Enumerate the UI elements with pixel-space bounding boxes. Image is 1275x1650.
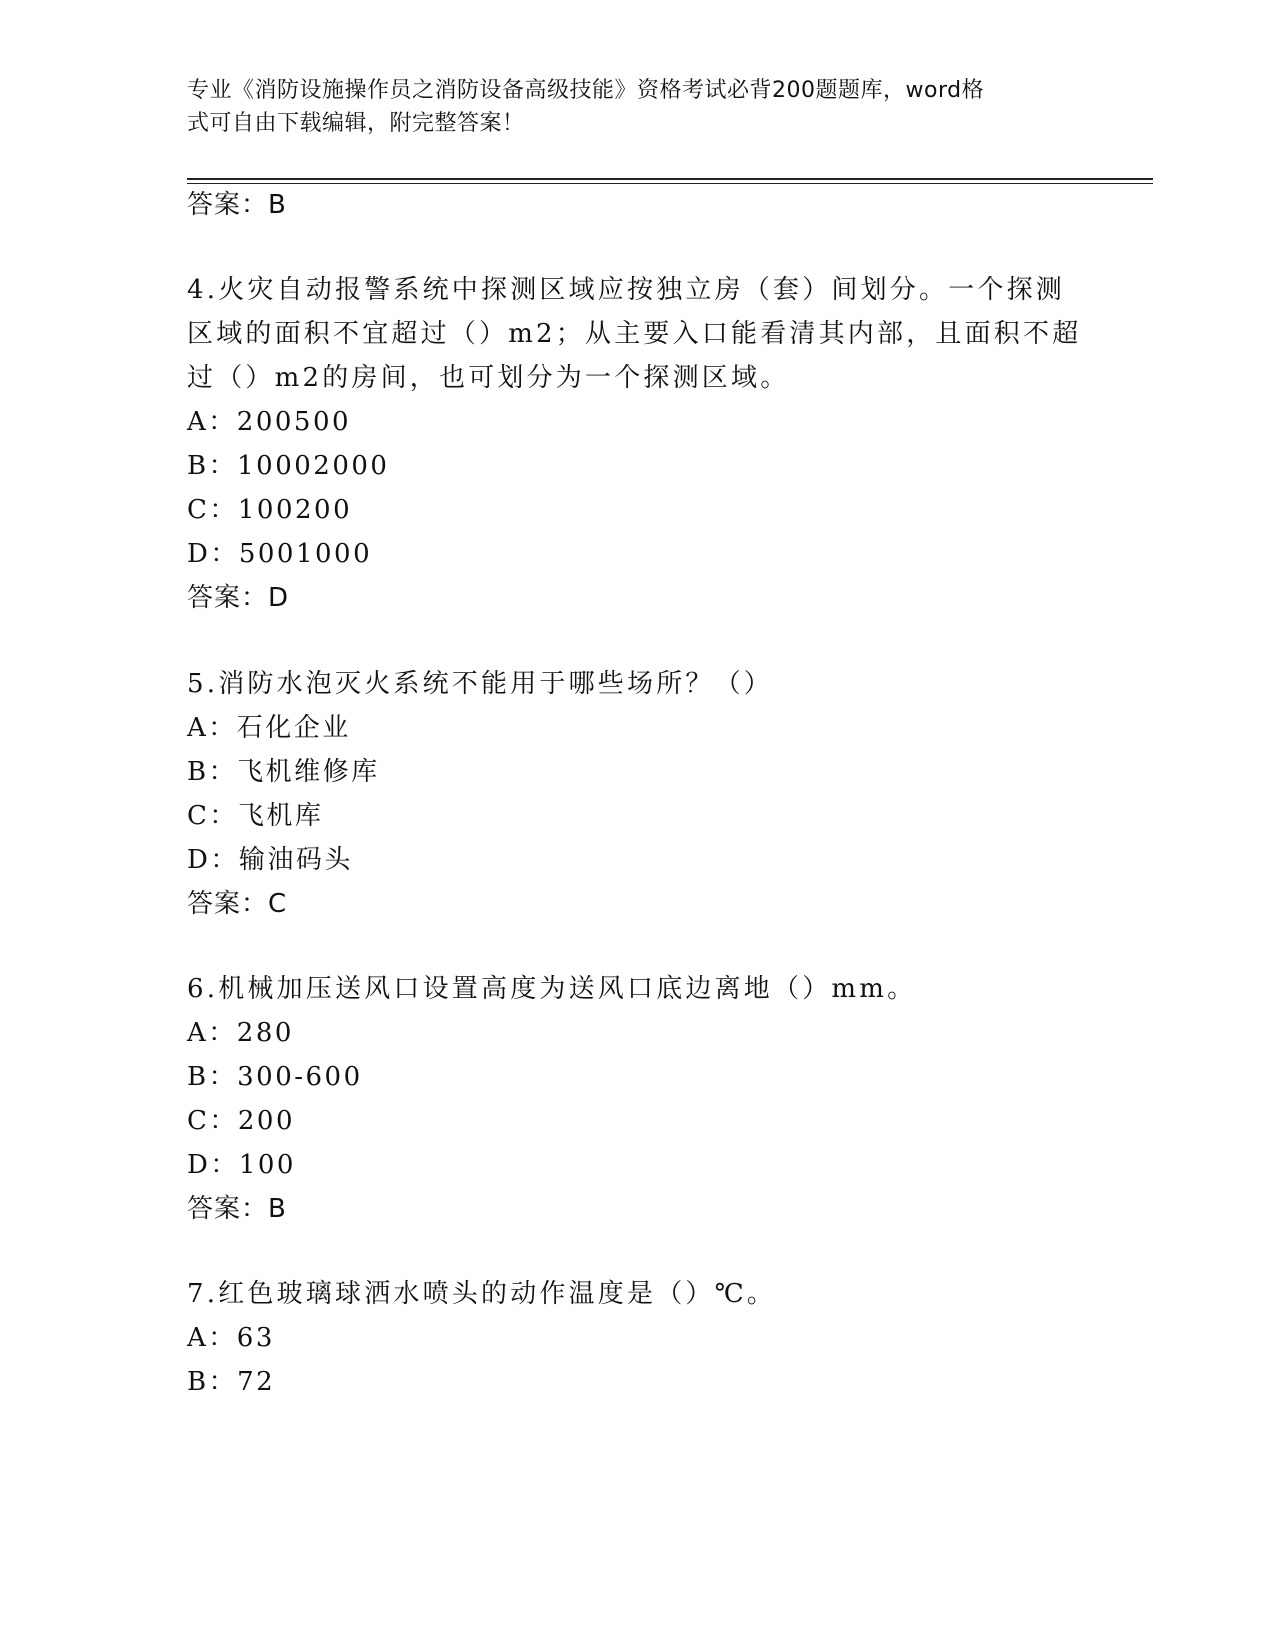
question-4-option-b: B：10002000 [187, 451, 390, 481]
question-5-line-1: 5.消防水泡灭火系统不能用于哪些场所？（） [187, 669, 774, 699]
question-6-option-b: B：300-600 [187, 1062, 363, 1092]
question-5-option-b: B：飞机维修库 [187, 757, 380, 787]
question-4-option-a: A：200500 [187, 407, 352, 437]
question-5-option-d: D：输油码头 [187, 845, 353, 875]
question-4-line-2: 区域的面积不宜超过（）m2；从主要入口能看清其内部，且面积不超 [187, 319, 1082, 349]
question-5-answer: 答案：C [187, 889, 288, 919]
question-4-answer: 答案：D [187, 583, 290, 613]
question-5-option-a: A：石化企业 [187, 713, 351, 743]
question-4-option-c: C：100200 [187, 495, 353, 525]
question-5-option-c: C：飞机库 [187, 801, 324, 831]
document-header [187, 74, 1067, 140]
question-6-answer: 答案：B [187, 1194, 287, 1224]
question-4-option-d: D：5001000 [187, 539, 373, 569]
question-6-option-c: C：200 [187, 1106, 296, 1136]
header-line-1: 专业《消防设施操作员之消防设备高级技能》资格考试必背200题题库，word格 [187, 78, 985, 103]
question-7-line-1: 7.红色玻璃球洒水喷头的动作温度是（）℃。 [187, 1279, 777, 1309]
header-divider [187, 178, 1153, 180]
header-line-2: 式可自由下载编辑，附完整答案！ [187, 111, 525, 136]
question-6-option-a: A：280 [187, 1018, 294, 1048]
question-4-line-3: 过（）m2的房间，也可划分为一个探测区域。 [187, 363, 790, 393]
question-4-line-1: 4.火灾自动报警系统中探测区域应按独立房（套）间划分。一个探测 [187, 275, 1066, 305]
question-6-option-d: D：100 [187, 1150, 296, 1180]
header-divider-thin [187, 183, 1153, 184]
question-7-option-b: B：72 [187, 1367, 276, 1397]
question-6-line-1: 6.机械加压送风口设置高度为送风口底边离地（）mm。 [187, 974, 917, 1004]
previous-answer: 答案：B [187, 190, 287, 220]
question-7-option-a: A：63 [187, 1323, 275, 1353]
